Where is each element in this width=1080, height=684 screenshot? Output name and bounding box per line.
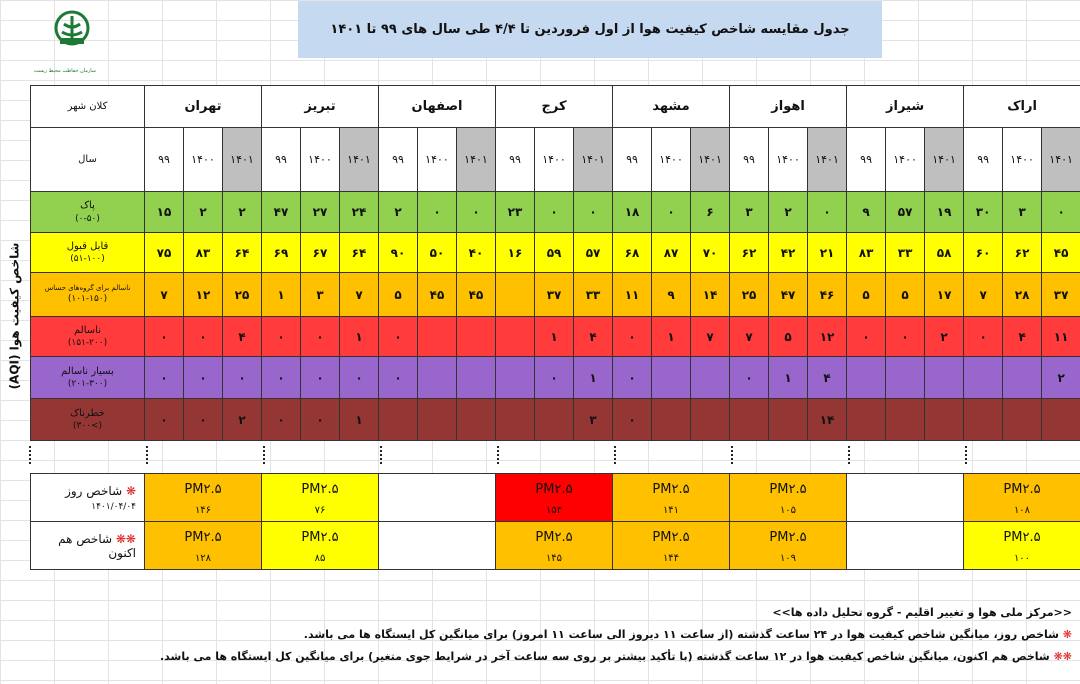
category-range: (۲۰۱-۳۰۰)	[67, 379, 108, 390]
aqi-value-cell: ۶۲	[730, 233, 769, 273]
aqi-value-cell	[652, 357, 691, 399]
pm-label: PM۲.۵	[535, 481, 573, 497]
category-name: پاک	[80, 200, 95, 212]
aqi-value-cell	[379, 399, 418, 441]
aqi-value-cell: ۷	[691, 317, 730, 357]
pm-date: ۱۴۰۱/۰۴/۰۴	[91, 501, 136, 512]
title-banner	[298, 1, 882, 58]
year-cell: ۱۴۰۱	[691, 128, 730, 192]
pm-cell	[145, 474, 262, 522]
aqi-value-cell	[535, 399, 574, 441]
pm-label: PM۲.۵	[184, 529, 222, 545]
aqi-value-cell: ۳۷	[535, 273, 574, 317]
aqi-value-cell: ۴۵	[457, 273, 496, 317]
aqi-value-cell: ۲	[379, 192, 418, 233]
pm-value: ۷۶	[314, 504, 326, 516]
category-label	[31, 233, 145, 273]
aqi-value-cell: ۳۳	[574, 273, 613, 317]
aqi-value-cell: ۵	[886, 273, 925, 317]
city-name: شیراز	[847, 86, 964, 128]
year-cell: ۱۴۰۱	[457, 128, 496, 192]
asterisk-icon: ❋	[1058, 628, 1072, 641]
pm-table-container	[30, 473, 1080, 570]
aqi-value-cell	[691, 357, 730, 399]
aqi-value-cell	[964, 399, 1003, 441]
aqi-value-cell: ۲	[223, 192, 262, 233]
pm-table	[30, 473, 1080, 570]
pm-row-label-text: شاخص هم اکنون	[58, 531, 136, 560]
year-cell: ۹۹	[379, 128, 418, 192]
dotted-separator	[731, 446, 733, 464]
pm-label: PM۲.۵	[301, 481, 339, 497]
category-name: ناسالم	[74, 324, 101, 336]
aqi-value-cell: ۰	[145, 399, 184, 441]
aqi-value-cell: ۵	[847, 273, 886, 317]
pm-row-label	[31, 474, 145, 522]
aqi-value-cell	[418, 357, 457, 399]
aqi-value-cell: ۰	[223, 357, 262, 399]
footer-notes	[0, 602, 1080, 668]
aqi-value-cell: ۶۷	[301, 233, 340, 273]
aqi-value-cell: ۶	[691, 192, 730, 233]
aqi-value-cell: ۲۱	[808, 233, 847, 273]
pm-cell	[964, 522, 1080, 570]
pm-cell	[262, 474, 379, 522]
year-cell: ۱۴۰۰	[652, 128, 691, 192]
aqi-value-cell: ۱۱	[1042, 317, 1080, 357]
year-cell: ۱۴۰۱	[1042, 128, 1080, 192]
pm-cell	[730, 474, 847, 522]
category-name: ناسالم برای گروه‌های حساس	[44, 283, 131, 292]
aqi-value-cell	[496, 317, 535, 357]
aqi-value-cell: ۱	[652, 317, 691, 357]
aqi-value-cell: ۷	[340, 273, 379, 317]
aqi-value-cell: ۱	[340, 317, 379, 357]
aqi-value-cell	[1003, 357, 1042, 399]
city-name: مشهد	[613, 86, 730, 128]
aqi-value-cell: ۰	[301, 399, 340, 441]
aqi-value-cell: ۴	[223, 317, 262, 357]
aqi-value-cell	[925, 399, 964, 441]
aqi-value-cell: ۰	[184, 317, 223, 357]
aqi-value-cell: ۲۷	[301, 192, 340, 233]
pm-row-label-text: شاخص روز	[65, 483, 123, 498]
category-label	[31, 357, 145, 399]
dotted-separator	[614, 446, 616, 464]
double-asterisk-icon: ❋❋	[1049, 650, 1072, 663]
year-cell: ۱۴۰۱	[574, 128, 613, 192]
aqi-value-cell: ۷	[730, 317, 769, 357]
year-cell: ۱۴۰۱	[925, 128, 964, 192]
aqi-value-cell: ۰	[340, 357, 379, 399]
aqi-value-cell: ۶۲	[1003, 233, 1042, 273]
aqi-value-cell: ۲۳	[496, 192, 535, 233]
aqi-value-cell: ۰	[184, 357, 223, 399]
aqi-value-cell: ۵۷	[886, 192, 925, 233]
category-label	[31, 192, 145, 233]
aqi-value-cell: ۴۰	[457, 233, 496, 273]
aqi-value-cell	[457, 399, 496, 441]
aqi-value-cell	[496, 399, 535, 441]
aqi-value-cell	[457, 317, 496, 357]
aqi-value-cell: ۵	[379, 273, 418, 317]
year-header-row	[31, 128, 1080, 192]
city-name: اصفهان	[379, 86, 496, 128]
aqi-value-cell	[418, 317, 457, 357]
pm-row-label	[31, 522, 145, 570]
year-cell: ۱۴۰۰	[886, 128, 925, 192]
aqi-value-cell: ۳	[301, 273, 340, 317]
aqi-row	[31, 317, 1080, 357]
aqi-value-cell: ۴	[808, 357, 847, 399]
aqi-value-cell: ۴۵	[418, 273, 457, 317]
aqi-value-cell: ۳۰	[964, 192, 1003, 233]
aqi-table-container	[30, 85, 1080, 441]
dotted-separator	[380, 446, 382, 464]
aqi-value-cell: ۰	[613, 399, 652, 441]
year-cell: ۱۴۰۰	[769, 128, 808, 192]
aqi-row	[31, 357, 1080, 399]
pm-value: ۱۵۳	[545, 504, 563, 516]
aqi-value-cell: ۱۸	[613, 192, 652, 233]
aqi-value-cell: ۳	[1003, 192, 1042, 233]
city-name: کرج	[496, 86, 613, 128]
pm-value: ۱۰۸	[1013, 504, 1031, 516]
aqi-value-cell: ۰	[262, 399, 301, 441]
aqi-value-cell: ۰	[145, 357, 184, 399]
aqi-value-cell: ۲۵	[223, 273, 262, 317]
pm-label: PM۲.۵	[1003, 481, 1041, 497]
category-range: (۱۰۱-۱۵۰)	[67, 294, 108, 305]
aqi-value-cell: ۴۷	[769, 273, 808, 317]
note-now: ❋❋ شاخص هم اکنون، میانگین شاخص کیفیت هوا در ۱۲ ساعت گذشته (با تأکید بیشتر بر روی سه ساعت آخر در شرایط جوی متغیر) برای میانگین کل ایستگاه ها می باشد.	[160, 650, 1072, 663]
aqi-value-cell	[769, 399, 808, 441]
year-cell: ۹۹	[496, 128, 535, 192]
aqi-value-cell: ۵۹	[535, 233, 574, 273]
aqi-value-cell: ۰	[613, 357, 652, 399]
aqi-value-cell: ۷۰	[691, 233, 730, 273]
aqi-value-cell: ۲	[184, 192, 223, 233]
pm-value: ۱۲۸	[194, 552, 212, 564]
aqi-value-cell: ۹۰	[379, 233, 418, 273]
aqi-value-cell	[1003, 399, 1042, 441]
aqi-value-cell: ۵۷	[574, 233, 613, 273]
aqi-value-cell	[496, 273, 535, 317]
aqi-value-cell: ۵۸	[925, 233, 964, 273]
aqi-value-cell: ۰	[184, 399, 223, 441]
category-name: قابل قبول	[66, 240, 109, 252]
aqi-value-cell: ۴۷	[262, 192, 301, 233]
pm-label: PM۲.۵	[769, 529, 807, 545]
source-line: <<مرکز ملی هوا و تغییر اقلیم - گروه تحلیل داده ها>>	[772, 606, 1072, 619]
aqi-value-cell: ۵۰	[418, 233, 457, 273]
pm-value: ۱۴۴	[662, 552, 680, 564]
city-header-row	[31, 86, 1080, 128]
aqi-row	[31, 233, 1080, 273]
pm-label: PM۲.۵	[769, 481, 807, 497]
aqi-value-cell	[847, 399, 886, 441]
year-cell: ۱۴۰۰	[418, 128, 457, 192]
aqi-value-cell: ۱	[574, 357, 613, 399]
aqi-value-cell: ۷	[145, 273, 184, 317]
aqi-value-cell: ۰	[964, 317, 1003, 357]
city-name: تهران	[145, 86, 262, 128]
category-range: (>۳۰۰)	[72, 421, 103, 432]
category-range: (۱۵۱-۲۰۰)	[67, 338, 108, 349]
aqi-value-cell: ۲	[1042, 357, 1080, 399]
aqi-value-cell: ۲	[223, 399, 262, 441]
aqi-value-cell	[418, 399, 457, 441]
year-cell: ۱۴۰۱	[340, 128, 379, 192]
pm-value: ۱۰۰	[1013, 552, 1031, 564]
category-range: (۰-۵۰)	[75, 213, 100, 224]
aqi-row	[31, 399, 1080, 441]
category-label	[31, 273, 145, 317]
pm-cell	[496, 474, 613, 522]
aqi-value-cell	[496, 357, 535, 399]
aqi-value-cell: ۰	[301, 357, 340, 399]
pm-cell	[730, 522, 847, 570]
aqi-value-cell: ۱۲	[184, 273, 223, 317]
pm-label: PM۲.۵	[652, 529, 690, 545]
pm-cell	[847, 474, 964, 522]
aqi-value-cell: ۰	[301, 317, 340, 357]
year-cell: ۹۹	[613, 128, 652, 192]
aqi-value-cell	[964, 357, 1003, 399]
year-cell: ۱۴۰۱	[223, 128, 262, 192]
aqi-value-cell: ۰	[418, 192, 457, 233]
aqi-value-cell	[1042, 399, 1080, 441]
aqi-value-cell: ۴۲	[769, 233, 808, 273]
year-cell: ۱۴۰۰	[184, 128, 223, 192]
pm-label: PM۲.۵	[301, 529, 339, 545]
aqi-value-cell: ۶۴	[223, 233, 262, 273]
year-column-label: سال	[31, 128, 145, 192]
aqi-value-cell: ۰	[574, 192, 613, 233]
aqi-value-cell: ۰	[730, 357, 769, 399]
aqi-value-cell	[457, 357, 496, 399]
aqi-value-cell: ۶۸	[613, 233, 652, 273]
aqi-value-cell: ۰	[1042, 192, 1080, 233]
aqi-value-cell: ۰	[535, 357, 574, 399]
aqi-value-cell: ۰	[652, 192, 691, 233]
dotted-separator	[497, 446, 499, 464]
aqi-value-cell	[730, 399, 769, 441]
category-label	[31, 399, 145, 441]
aqi-value-cell: ۸۳	[184, 233, 223, 273]
pm-cell	[379, 474, 496, 522]
year-cell: ۹۹	[145, 128, 184, 192]
aqi-value-cell: ۴	[1003, 317, 1042, 357]
aqi-value-cell	[652, 399, 691, 441]
aqi-value-cell: ۲۸	[1003, 273, 1042, 317]
year-cell: ۹۹	[847, 128, 886, 192]
pm-cell	[379, 522, 496, 570]
aqi-value-cell: ۲۵	[730, 273, 769, 317]
pm-cell	[613, 522, 730, 570]
dotted-separator	[263, 446, 265, 464]
aqi-value-cell: ۳۳	[886, 233, 925, 273]
aqi-value-cell: ۵	[769, 317, 808, 357]
dotted-separator	[146, 446, 148, 464]
aqi-value-cell: ۰	[886, 317, 925, 357]
city-column-label: کلان شهر	[31, 86, 145, 128]
pm-cell	[613, 474, 730, 522]
aqi-value-cell	[886, 399, 925, 441]
aqi-value-cell: ۱۲	[808, 317, 847, 357]
aqi-side-label: شاخص کیفیت هوا (AQI)	[7, 242, 22, 390]
aqi-value-cell: ۳	[574, 399, 613, 441]
dotted-separator	[29, 446, 31, 464]
year-cell: ۱۴۰۰	[301, 128, 340, 192]
aqi-table	[30, 85, 1080, 441]
aqi-value-cell	[886, 357, 925, 399]
aqi-value-cell: ۰	[145, 317, 184, 357]
aqi-value-cell: ۲	[769, 192, 808, 233]
aqi-value-cell: ۱۴	[808, 399, 847, 441]
aqi-value-cell: ۱۶	[496, 233, 535, 273]
category-label	[31, 317, 145, 357]
aqi-value-cell: ۰	[262, 357, 301, 399]
aqi-value-cell: ۴۶	[808, 273, 847, 317]
aqi-row	[31, 273, 1080, 317]
aqi-value-cell: ۴۵	[1042, 233, 1080, 273]
aqi-value-cell: ۹	[652, 273, 691, 317]
year-cell: ۹۹	[730, 128, 769, 192]
year-cell: ۱۴۰۰	[1003, 128, 1042, 192]
aqi-value-cell: ۲۴	[340, 192, 379, 233]
city-name: اهواز	[730, 86, 847, 128]
aqi-value-cell: ۳	[730, 192, 769, 233]
dotted-separators	[0, 442, 1080, 468]
aqi-value-cell	[925, 357, 964, 399]
aqi-value-cell: ۸۷	[652, 233, 691, 273]
pm-row-daily	[31, 474, 1080, 522]
year-cell: ۹۹	[964, 128, 1003, 192]
pm-label: PM۲.۵	[184, 481, 222, 497]
pm-label: PM۲.۵	[1003, 529, 1041, 545]
dotted-separator	[848, 446, 850, 464]
pm-label: PM۲.۵	[535, 529, 573, 545]
pm-cell	[262, 522, 379, 570]
category-range: (۵۱-۱۰۰)	[70, 254, 105, 265]
pm-value: ۱۴۶	[194, 504, 212, 516]
environment-org-logo	[33, 8, 96, 74]
note-daily: ❋ شاخص روز، میانگین شاخص کیفیت هوا در ۲۴ ساعت گذشته (از ساعت ۱۱ دیروز الی ساعت ۱۱ امروز) برای میانگین کل ایستگاه ها می باشد.	[303, 628, 1072, 641]
pm-cell	[847, 522, 964, 570]
aqi-value-cell: ۷۵	[145, 233, 184, 273]
aqi-value-cell: ۰	[535, 192, 574, 233]
aqi-value-cell: ۶۰	[964, 233, 1003, 273]
aqi-value-cell: ۶۴	[340, 233, 379, 273]
aqi-value-cell: ۱	[262, 273, 301, 317]
aqi-value-cell: ۰	[847, 317, 886, 357]
aqi-value-cell: ۱	[340, 399, 379, 441]
aqi-value-cell: ۱	[535, 317, 574, 357]
aqi-value-cell	[691, 399, 730, 441]
city-name: تبریز	[262, 86, 379, 128]
year-cell: ۱۴۰۰	[535, 128, 574, 192]
aqi-value-cell: ۰	[808, 192, 847, 233]
aqi-value-cell: ۱۹	[925, 192, 964, 233]
pm-row-now	[31, 522, 1080, 570]
aqi-value-cell: ۴	[574, 317, 613, 357]
category-name: خطرناک	[70, 407, 105, 419]
aqi-value-cell: ۸۳	[847, 233, 886, 273]
aqi-value-cell: ۱۱	[613, 273, 652, 317]
aqi-value-cell: ۱	[769, 357, 808, 399]
category-name: بسیار ناسالم	[61, 365, 114, 377]
aqi-value-cell: ۱۵	[145, 192, 184, 233]
pm-value: ۱۴۱	[662, 504, 680, 516]
aqi-value-cell: ۶۹	[262, 233, 301, 273]
aqi-value-cell	[847, 357, 886, 399]
aqi-value-cell: ۱۷	[925, 273, 964, 317]
aqi-value-cell: ۱۴	[691, 273, 730, 317]
page-title: جدول مقایسه شاخص کیفیت هوا از اول فروردین تا ۴/۴ طی سال های ۹۹ تا ۱۴۰۱	[330, 21, 850, 37]
asterisk-icon: ❋	[122, 483, 136, 498]
pm-label: PM۲.۵	[652, 481, 690, 497]
aqi-value-cell: ۰	[262, 317, 301, 357]
pm-value: ۱۰۵	[779, 504, 797, 516]
pm-value: ۱۰۹	[779, 552, 797, 564]
aqi-value-cell: ۷	[964, 273, 1003, 317]
aqi-value-cell: ۳۷	[1042, 273, 1080, 317]
city-name: اراک	[964, 86, 1080, 128]
pm-value: ۸۵	[314, 552, 326, 564]
aqi-value-cell: ۹	[847, 192, 886, 233]
aqi-value-cell: ۰	[457, 192, 496, 233]
org-caption: سازمان حفاظت محیط زیست	[33, 68, 96, 74]
aqi-value-cell: ۰	[613, 317, 652, 357]
pm-value: ۱۴۵	[545, 552, 563, 564]
double-asterisk-icon: ❋❋	[112, 531, 136, 546]
pm-cell	[145, 522, 262, 570]
aqi-value-cell: ۲	[925, 317, 964, 357]
year-cell: ۹۹	[262, 128, 301, 192]
pm-cell	[496, 522, 613, 570]
pm-cell	[964, 474, 1080, 522]
aqi-value-cell: ۰	[379, 357, 418, 399]
aqi-value-cell: ۰	[379, 317, 418, 357]
aqi-row	[31, 192, 1080, 233]
year-cell: ۱۴۰۱	[808, 128, 847, 192]
dotted-separator	[965, 446, 967, 464]
